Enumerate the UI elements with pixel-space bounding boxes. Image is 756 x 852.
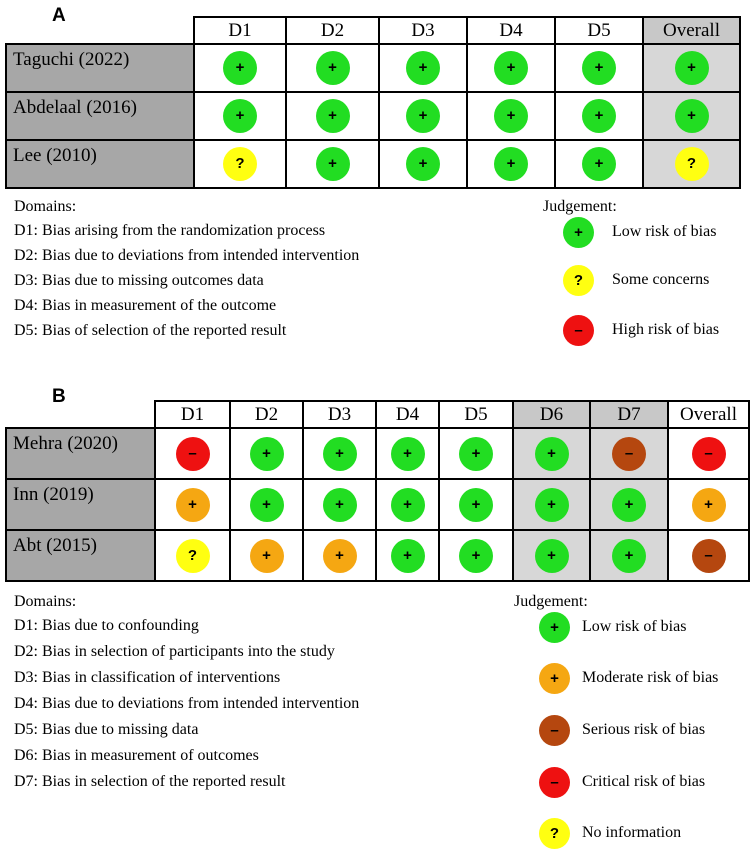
judgement-low-icon: + <box>316 99 350 133</box>
judgement-low-icon: + <box>582 99 616 133</box>
panel-b-domain-d7: D7: Bias in selection of the reported result <box>14 773 286 790</box>
header-d5: D5 <box>439 401 513 428</box>
legend-low-icon: + <box>563 217 594 248</box>
panel-b-label: B <box>52 386 66 407</box>
judgement-critical-icon: – <box>692 437 726 471</box>
panel-b-domain-d2: D2: Bias in selection of participants into the study <box>14 643 335 660</box>
judgement-serious-icon: – <box>612 437 646 471</box>
judgement-low-icon: + <box>535 437 569 471</box>
judgement-cell <box>303 428 376 479</box>
judgement-cell <box>467 140 555 188</box>
panel-b-domain-d4: D4: Bias due to deviations from intended intervention <box>14 695 360 712</box>
legend-noinfo-label: No information <box>582 824 682 841</box>
header-d4: D4 <box>376 401 439 428</box>
judgement-cell <box>286 140 379 188</box>
judgement-low-icon: + <box>535 488 569 522</box>
header-d1: D1 <box>194 17 286 44</box>
judgement-low-icon: + <box>391 488 425 522</box>
judgement-low-icon: + <box>494 147 528 181</box>
judgement-cell <box>555 140 643 188</box>
panel-b-domain-d6: D6: Bias in measurement of outcomes <box>14 747 259 764</box>
judgement-cell <box>513 479 590 530</box>
legend-critical-label: Critical risk of bias <box>582 773 706 790</box>
judgement-cell <box>439 530 513 581</box>
judgement-cell <box>379 92 467 140</box>
header-d4: D4 <box>467 17 555 44</box>
study-name: Taguchi (2022) <box>6 44 194 92</box>
header-d5: D5 <box>555 17 643 44</box>
legend-low-label: Low risk of bias <box>582 618 687 635</box>
judgement-cell <box>303 479 376 530</box>
legend-serious-icon: – <box>539 715 570 746</box>
header-d6: D6 <box>513 401 590 428</box>
panel-a-domain-d3: D3: Bias due to missing outcomes data <box>14 272 264 289</box>
judgement-low-icon: + <box>535 539 569 573</box>
judgement-moderate-icon: + <box>250 539 284 573</box>
judgement-cell <box>467 44 555 92</box>
panel-b-table <box>5 400 750 582</box>
judgement-low-icon: + <box>494 99 528 133</box>
judgement-low-icon: + <box>323 488 357 522</box>
legend-low-label: Low risk of bias <box>612 223 717 240</box>
judgement-cell <box>668 530 749 581</box>
panel-b-header-row <box>6 401 749 428</box>
judgement-low-icon: + <box>406 99 440 133</box>
table-row <box>6 428 749 479</box>
judgement-cell <box>555 92 643 140</box>
header-d2: D2 <box>230 401 303 428</box>
table-row <box>6 530 749 581</box>
judgement-cell <box>286 92 379 140</box>
legend-low-icon: + <box>539 612 570 643</box>
judgement-cell <box>643 44 740 92</box>
header-overall: Overall <box>643 17 740 44</box>
panel-b-domain-d1: D1: Bias due to confounding <box>14 617 199 634</box>
judgement-low-icon: + <box>459 539 493 573</box>
judgement-some-icon: ? <box>223 147 257 181</box>
corner-cell <box>6 401 155 428</box>
study-name: Abdelaal (2016) <box>6 92 194 140</box>
judgement-low-icon: + <box>391 539 425 573</box>
judgement-low-icon: + <box>406 51 440 85</box>
judgement-low-icon: + <box>406 147 440 181</box>
table-row <box>6 44 740 92</box>
panel-a-domains-title: Domains: <box>14 198 77 215</box>
study-name: Mehra (2020) <box>6 428 155 479</box>
legend-moderate-icon: + <box>539 663 570 694</box>
legend-noinfo-icon: ? <box>539 818 570 849</box>
legend-serious-label: Serious risk of bias <box>582 721 706 738</box>
judgement-cell <box>668 428 749 479</box>
judgement-cell <box>303 530 376 581</box>
legend-high-label: High risk of bias <box>612 321 720 338</box>
judgement-cell <box>590 479 668 530</box>
judgement-cell <box>286 44 379 92</box>
panel-a-header-row <box>6 17 740 44</box>
judgement-low-icon: + <box>675 99 709 133</box>
judgement-low-icon: + <box>582 147 616 181</box>
header-d2: D2 <box>286 17 379 44</box>
judgement-low-icon: + <box>494 51 528 85</box>
judgement-cell <box>230 428 303 479</box>
header-d3: D3 <box>379 17 467 44</box>
judgement-cell <box>155 428 230 479</box>
table-row <box>6 92 740 140</box>
header-d1: D1 <box>155 401 230 428</box>
corner-cell <box>6 17 194 44</box>
judgement-cell <box>590 530 668 581</box>
judgement-cell <box>230 530 303 581</box>
judgement-cell <box>194 44 286 92</box>
judgement-cell <box>379 44 467 92</box>
judgement-cell <box>379 140 467 188</box>
table-row <box>6 140 740 188</box>
header-d3: D3 <box>303 401 376 428</box>
judgement-serious-icon: – <box>692 539 726 573</box>
panel-a-table <box>5 16 741 189</box>
judgement-low-icon: + <box>459 488 493 522</box>
legend-moderate-label: Moderate risk of bias <box>582 669 719 686</box>
judgement-cell <box>513 428 590 479</box>
judgement-cell <box>155 530 230 581</box>
judgement-low-icon: + <box>250 488 284 522</box>
legend-high-icon: – <box>563 315 594 346</box>
judgement-low-icon: + <box>250 437 284 471</box>
panel-a-domain-d4: D4: Bias in measurement of the outcome <box>14 297 277 314</box>
panel-b-domains-title: Domains: <box>14 593 77 610</box>
judgement-cell <box>467 92 555 140</box>
judgement-cell <box>376 479 439 530</box>
judgement-low-icon: + <box>612 488 646 522</box>
judgement-some-icon: ? <box>675 147 709 181</box>
judgement-cell <box>439 428 513 479</box>
judgement-moderate-icon: + <box>323 539 357 573</box>
panel-b-judgement-title: Judgement: <box>514 593 588 610</box>
judgement-cell <box>643 140 740 188</box>
judgement-cell <box>643 92 740 140</box>
study-name: Abt (2015) <box>6 530 155 581</box>
legend-some-icon: ? <box>563 265 594 296</box>
study-name: Inn (2019) <box>6 479 155 530</box>
judgement-cell <box>376 428 439 479</box>
judgement-low-icon: + <box>323 437 357 471</box>
panel-a-label: A <box>52 5 66 26</box>
header-d7: D7 <box>590 401 668 428</box>
judgement-low-icon: + <box>223 51 257 85</box>
panel-a-domain-d5: D5: Bias of selection of the reported result <box>14 322 287 339</box>
judgement-noinfo-icon: ? <box>176 539 210 573</box>
panel-b-domain-d3: D3: Bias in classification of interventions <box>14 669 281 686</box>
table-row <box>6 479 749 530</box>
panel-a-domain-d1: D1: Bias arising from the randomization process <box>14 222 326 239</box>
judgement-low-icon: + <box>459 437 493 471</box>
legend-some-label: Some concerns <box>612 271 710 288</box>
judgement-low-icon: + <box>223 99 257 133</box>
judgement-cell <box>376 530 439 581</box>
judgement-low-icon: + <box>675 51 709 85</box>
judgement-cell <box>155 479 230 530</box>
legend-critical-icon: – <box>539 767 570 798</box>
judgement-cell <box>230 479 303 530</box>
judgement-cell <box>439 479 513 530</box>
judgement-moderate-icon: + <box>176 488 210 522</box>
judgement-low-icon: + <box>391 437 425 471</box>
header-overall: Overall <box>668 401 749 428</box>
judgement-critical-icon: – <box>176 437 210 471</box>
judgement-low-icon: + <box>316 147 350 181</box>
judgement-low-icon: + <box>582 51 616 85</box>
judgement-low-icon: + <box>612 539 646 573</box>
judgement-cell <box>590 428 668 479</box>
judgement-cell <box>668 479 749 530</box>
panel-b-domain-d5: D5: Bias due to missing data <box>14 721 199 738</box>
judgement-cell <box>555 44 643 92</box>
panel-a-judgement-title: Judgement: <box>543 198 617 215</box>
judgement-moderate-icon: + <box>692 488 726 522</box>
panel-a-domain-d2: D2: Bias due to deviations from intended intervention <box>14 247 360 264</box>
judgement-low-icon: + <box>316 51 350 85</box>
judgement-cell <box>513 530 590 581</box>
study-name: Lee (2010) <box>6 140 194 188</box>
judgement-cell <box>194 92 286 140</box>
judgement-cell <box>194 140 286 188</box>
